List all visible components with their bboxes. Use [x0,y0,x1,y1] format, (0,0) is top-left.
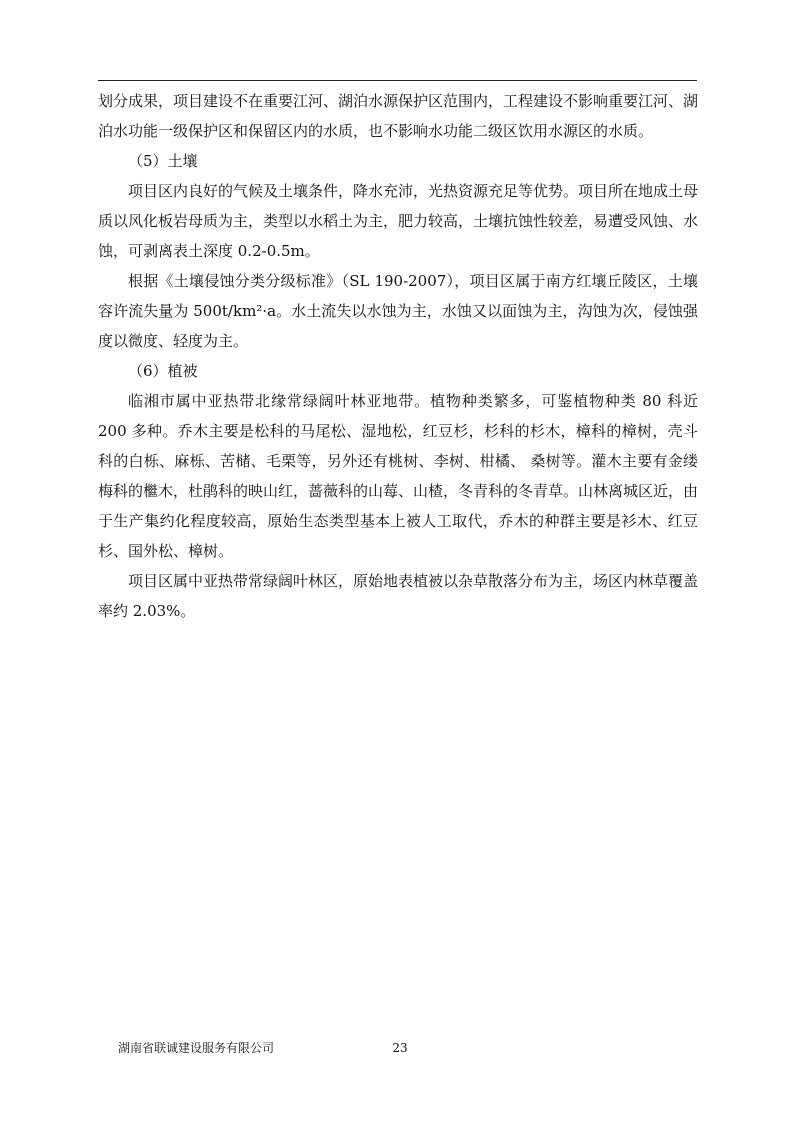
section-heading-soil: （5）土壤 [128,152,198,170]
paragraph-soil-erosion: 根据《土壤侵蚀分类分级标准》（SL 190-2007），项目区属于南方红壤丘陵区，土壤容许流失量为 500t/km²·a。水土流失以水蚀为主，水蚀又以面蚀为主，沟蚀为次，侵蚀强度以微度、轻度为主。 [98,272,698,350]
paragraph-vegetation-site: 项目区属中亚热带常绿阔叶林区，原始地表植被以杂草散落分布为主，场区内林草覆盖率约 2.03%。 [98,572,699,620]
paragraph-vegetation-regional: 临湘市属中亚热带北缘常绿阔叶林亚地带。植物种类繁多，可鉴植物种类 80 科近 200 多种。乔木主要是松科的马尾松、湿地松，红豆杉，杉科的杉木，樟科的樟树，壳斗科的白栎、麻栎、苦槠、毛栗等，另外还有桃树、李树、柑橘、 桑树等。灌木主要有金缕梅科的檵木，杜鹃科的映山红，蔷薇科的山莓、山楂，冬青科的冬青草。山林离城区近，由于生产集约化程度较高，原始生态类型基本上被人工取代，乔木的种群主要是衫木、红豆杉、国外松、樟树。 [98,392,699,560]
paragraph-intro-continuation: 划分成果，项目建设不在重要江河、湖泊水源保护区范围内，工程建设不影响重要江河、湖泊水功能一级保护区和保留区内的水质，也不影响水功能二级区饮用水源区的水质。 [98,92,699,140]
page-number: 23 [392,1041,408,1055]
section-heading-vegetation: （6）植被 [128,362,198,380]
footer-company-name: 湖南省联诚建设服务有限公司 [118,1041,275,1055]
header-rule [98,80,697,81]
document-body [98,86,698,626]
paragraph-soil-conditions: 项目区内良好的气候及土壤条件，降水充沛，光热资源充足等优势。项目所在地成土母质以风化板岩母质为主，类型以水稻土为主，肥力较高，土壤抗蚀性较差，易遭受风蚀、水蚀，可剥离表土深度 0.2-0.5m。 [98,182,699,260]
